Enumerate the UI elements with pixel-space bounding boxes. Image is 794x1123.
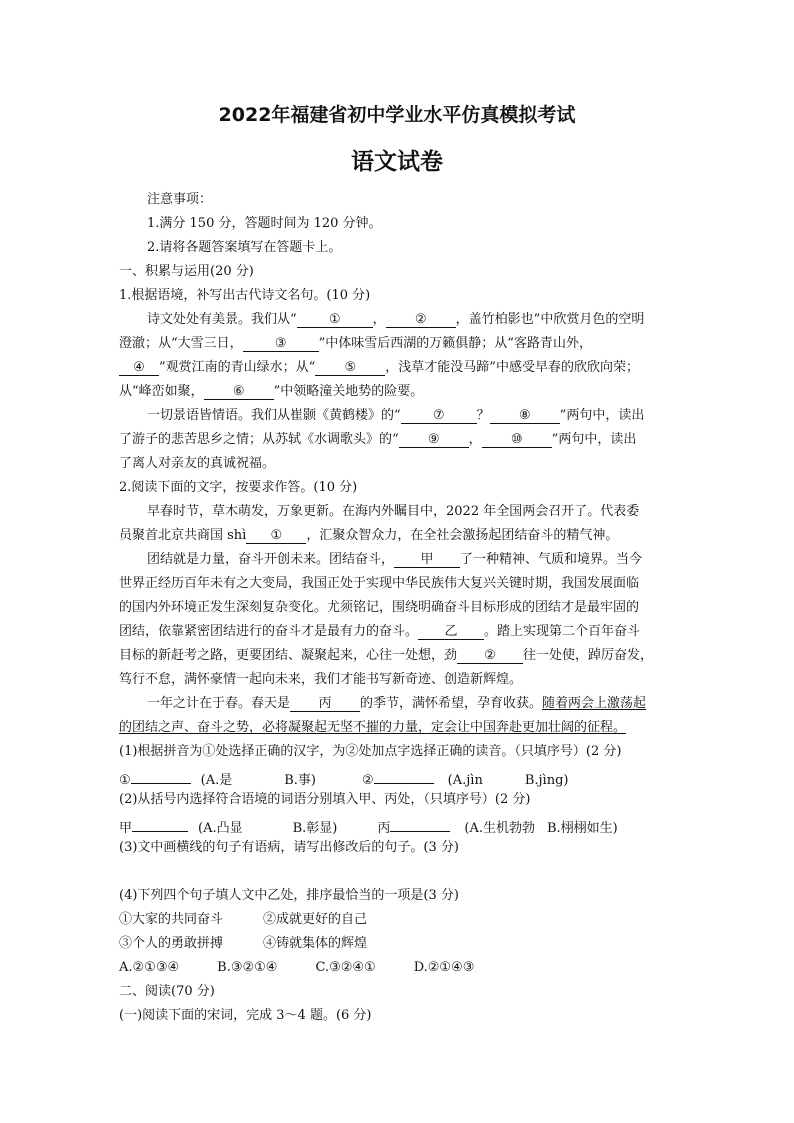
blank-5[interactable]: ⑤ — [315, 360, 385, 376]
sub-question-3: (3)文中画横线的句子有语病，请写出修改后的句子。(3 分) — [119, 840, 459, 855]
notice-heading: 注意事项： — [147, 192, 213, 207]
sub-question-2-options: 甲 (A.凸显 B.彰显) 丙 (A.生机勃勃 B.栩栩如生) — [119, 816, 679, 837]
underlined-sentence-part1: 随着两会上激荡起 — [542, 696, 647, 711]
part2-sub1: (一)阅读下面的宋词，完成 3～4 题。(6 分) — [119, 1008, 372, 1023]
q1-stem: 1.根据语境，补写出古代诗文名句。(10 分) — [119, 288, 371, 303]
part1-heading: 一、积累与运用(20 分) — [119, 264, 254, 279]
blank-10[interactable]: ⑩ — [482, 432, 552, 448]
notice-item-1: 1.满分 150 分，答题时间为 120 分钟。 — [147, 216, 382, 231]
choice-b[interactable]: B.③②①④ — [217, 960, 278, 975]
q1-line-5: 一切景语皆情语。我们从崔颢《黄鹤楼》的“ ⑦ ？ ⑧ ”两句中，读出 — [147, 408, 645, 423]
q2-para2-line2: 世界正经历百年未有之大变局，我国正处于实现中华民族伟大复兴关键时期，我国发展面临 — [119, 576, 640, 591]
blank-q2-2[interactable]: ② — [457, 648, 523, 664]
part2-heading: 二、阅读(70 分) — [119, 984, 215, 999]
q2-stem: 2.阅读下面的文字，按要求作答。(10 分) — [119, 480, 358, 495]
q2-para2-line4: 团结，依靠紧密团结进行的奋斗才是最有力的奋斗。 乙 。踏上实现第二个百年奋斗 — [119, 624, 641, 639]
blank-yi[interactable]: 乙 — [418, 624, 484, 640]
sub-question-4-items-a: ①大家的共同奋斗 ②成就更好的自己 — [119, 912, 368, 927]
q1-line-4: 从“峰峦如聚， ⑥ ”中领略潼关地势的险要。 — [119, 384, 424, 399]
q1-line-1: 诗文处处有美景。我们从“ ① ， ② ，盖竹柏影也”中欣赏月色的空明 — [147, 312, 645, 327]
blank-q2-1[interactable]: ① — [246, 528, 306, 544]
sub-question-4-items-b: ③个人的勇敢拼搏 ④铸就集体的辉煌 — [119, 936, 368, 951]
blank-1[interactable]: ① — [297, 312, 373, 328]
q2-para2-line6: 笃行不怠，满怀豪情一起向未来，我们才能书写新奇迹、创造新辉煌。 — [119, 672, 523, 687]
q1-line-6: 了游子的悲苦思乡之情；从苏轼《水调歌头》的“ ⑨ ， ⑩ ”两句中，读出 — [119, 432, 637, 447]
sub-question-4: (4)下列四个句子填人文中乙处，排序最恰当的一项是(3 分) — [119, 888, 459, 903]
blank-3[interactable]: ③ — [243, 336, 319, 352]
answer-blank-jia[interactable] — [132, 816, 188, 832]
blank-9[interactable]: ⑨ — [399, 432, 469, 448]
blank-4[interactable]: ④ — [119, 360, 159, 376]
sub-question-1-options: ① (A.是 B.事) ② (A.jìn B.jìng) — [119, 768, 679, 789]
choice-d[interactable]: D.②①④③ — [413, 960, 475, 975]
blank-6[interactable]: ⑥ — [204, 384, 274, 400]
q1-line-3: ④ ”观赏江南的青山绿水；从“ ⑤ ，浅草才能没马蹄”中感受早春的欣欣向荣； — [119, 360, 679, 376]
q2-para2-line5: 目标的新赶考之路，更要团结、凝聚起来，心往一处想，劲 ② 往一处使，踔厉奋发， — [119, 648, 654, 663]
answer-blank-2[interactable] — [374, 768, 434, 784]
exam-subtitle: 语文试卷 — [351, 149, 443, 175]
q2-para2-line1: 团结就是力量，奋斗开创未来。团结奋斗， 甲 了一种精神、气质和境界。当今 — [147, 552, 643, 567]
blank-jia[interactable]: 甲 — [394, 552, 460, 568]
q1-line-2: 澄澈；从“大雪三日， ③ ”中体味雪后西湖的万籁俱静；从“客路青山外， — [119, 336, 592, 351]
q2-para1-line2: 员聚首北京共商国 shì ① ，汇聚众智众力，在全社会激扬起团结奋斗的精气神。 — [119, 528, 619, 543]
q2-para1-line1: 早春时节，草木萌发，万象更新。在海内外瞩目中，2022 年全国两会召开了。代表委 — [147, 504, 640, 519]
answer-blank-1[interactable] — [131, 768, 191, 784]
blank-bing[interactable]: 丙 — [290, 696, 360, 712]
answer-blank-bing[interactable] — [390, 816, 450, 832]
q2-para2-line3: 的国内外环境正发生深刻复杂变化。尤须铭记，围绕明确奋斗目标形成的团结才是最牢固的 — [119, 600, 640, 615]
choice-a[interactable]: A.②①③④ — [119, 960, 180, 975]
q2-para3-line1: 一年之计在于春。春天是 丙 的季节，满怀希望，孕育收获。随着两会上激荡起 — [147, 696, 647, 711]
sub-question-2: (2)从括号内选择符合语境的词语分别填入甲、丙处，（只填序号）(2 分) — [119, 792, 531, 807]
underlined-sentence-part2: 的团结之声、奋斗之势，必将凝聚起无坚不摧的力量，定会让中国奔赴更加壮阔的征程。 — [119, 720, 627, 735]
blank-8[interactable]: ⑧ — [490, 408, 560, 424]
choice-c[interactable]: C.③②④① — [315, 960, 376, 975]
q2-para3-line2 — [119, 720, 679, 736]
q1-line-7: 了离人对亲友的真诚祝福。 — [119, 456, 276, 471]
notice-item-2: 2.请将各题答案填写在答题卡上。 — [147, 240, 342, 255]
blank-7[interactable]: ⑦ — [401, 408, 477, 424]
sub-question-4-choices — [119, 960, 679, 976]
exam-title: 2022年福建省初中学业水平仿真模拟考试 — [218, 104, 576, 126]
blank-2[interactable]: ② — [386, 312, 456, 328]
sub-question-1: (1)根据拼音为①处选择正确的汉字，为②处加点字选择正确的读音。（只填序号）(2 分) — [119, 744, 622, 759]
